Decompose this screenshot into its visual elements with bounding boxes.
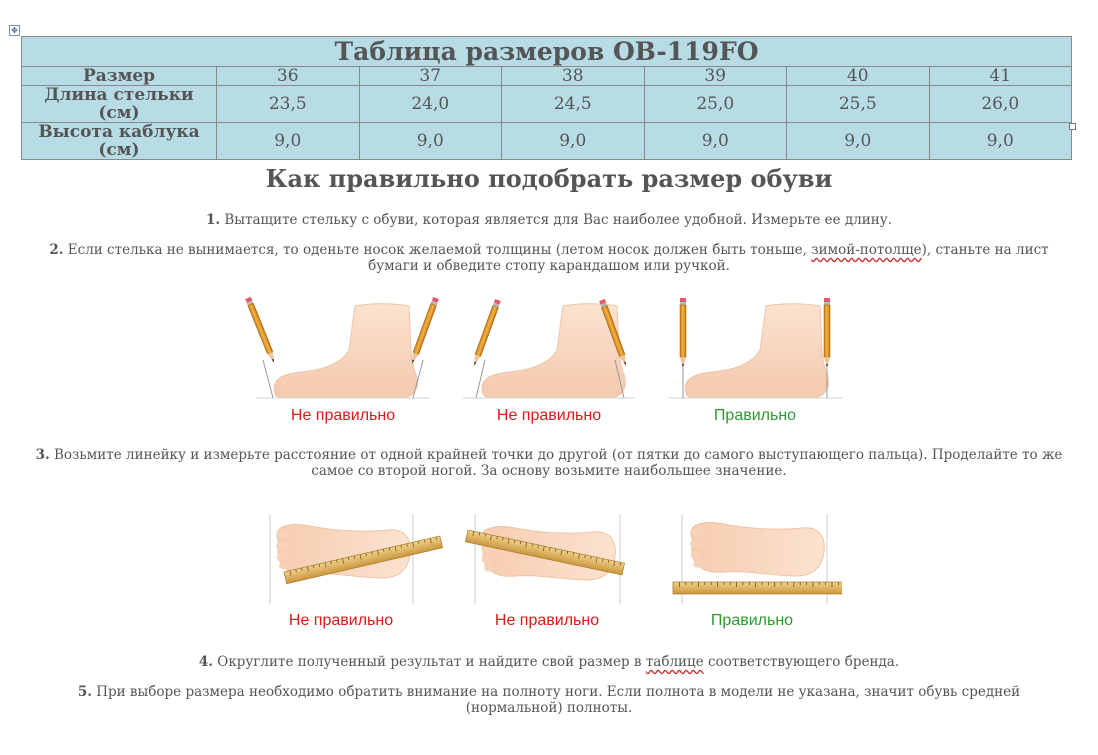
caption-wrong: Не правильно bbox=[496, 407, 602, 424]
step-number: 2. bbox=[49, 242, 64, 258]
table-cell: 23,5 bbox=[217, 86, 360, 123]
caption-right: Правильно bbox=[713, 407, 797, 424]
table-cell: 24,5 bbox=[502, 86, 645, 123]
step-1 bbox=[40, 212, 1058, 228]
table-cell: 26,0 bbox=[929, 86, 1072, 123]
table-cell: 36 bbox=[217, 67, 360, 86]
table-title: Таблица размеров OB-119FO bbox=[22, 37, 1072, 67]
table-cell: 39 bbox=[644, 67, 787, 86]
row-header-insole-length: Длина стельки (см) bbox=[22, 86, 217, 123]
step-text: ), станьте на лист бумаги и обведите стопу карандашом или ручкой. bbox=[368, 242, 1049, 274]
table-row bbox=[22, 67, 1072, 86]
step-3 bbox=[30, 447, 1068, 479]
size-table bbox=[21, 36, 1072, 160]
caption-wrong: Не правильно bbox=[494, 612, 600, 629]
table-cell: 9,0 bbox=[359, 123, 502, 160]
step-text: Если стелька не вынимается, то оденьте носок желаемой толщины (летом носок должен быть тоньше, bbox=[63, 242, 812, 258]
row-header-size: Размер bbox=[22, 67, 217, 86]
table-cell: 25,5 bbox=[787, 86, 930, 123]
caption-wrong: Не правильно bbox=[290, 407, 396, 424]
table-cell: 25,0 bbox=[644, 86, 787, 123]
step-number: 5. bbox=[77, 684, 92, 700]
table-cell: 9,0 bbox=[502, 123, 645, 160]
table-cell: 9,0 bbox=[217, 123, 360, 160]
table-cell: 9,0 bbox=[787, 123, 930, 160]
tracing-illustration bbox=[230, 292, 860, 404]
guide-title: Как правильно подобрать размер обуви bbox=[265, 164, 833, 193]
pencil-icon bbox=[245, 297, 277, 364]
step-number: 3. bbox=[35, 447, 50, 463]
step-2 bbox=[30, 242, 1068, 274]
foot-icon bbox=[690, 523, 824, 576]
row-header-heel-height: Высота каблука (см) bbox=[22, 123, 217, 160]
step-text: При выборе размера необходимо обратить внимание на полноту ноги. Если полнота в модели не указана, значит обувь средней (нормальной) полноты. bbox=[91, 684, 1021, 716]
table-cell: 37 bbox=[359, 67, 502, 86]
table-move-handle-icon[interactable]: ✥ bbox=[9, 25, 20, 36]
step-text: соответствующего бренда. bbox=[703, 654, 900, 670]
step-text: Округлите полученный результат и найдите свой размер в bbox=[212, 654, 646, 670]
table-cell: 40 bbox=[787, 67, 930, 86]
measuring-illustration bbox=[262, 512, 842, 608]
table-resize-handle[interactable] bbox=[1069, 123, 1076, 130]
table-cell: 41 bbox=[929, 67, 1072, 86]
pencil-icon bbox=[409, 297, 439, 365]
step-number: 1. bbox=[205, 212, 221, 228]
step-text: Вытащите стельку с обуви, которая является для Вас наиболее удобной. Измерьте ее длину. bbox=[220, 212, 893, 228]
table-cell: 9,0 bbox=[929, 123, 1072, 160]
table-row bbox=[22, 123, 1072, 160]
spellcheck-word[interactable]: таблице bbox=[645, 654, 704, 670]
foot-icon bbox=[274, 304, 417, 398]
table-cell: 24,0 bbox=[359, 86, 502, 123]
caption-wrong: Не правильно bbox=[288, 612, 394, 629]
step-number: 4. bbox=[198, 654, 213, 670]
foot-icon bbox=[685, 304, 828, 398]
caption-right: Правильно bbox=[710, 612, 794, 629]
table-cell: 9,0 bbox=[644, 123, 787, 160]
foot-icon bbox=[482, 304, 625, 398]
table-row bbox=[22, 86, 1072, 123]
spellcheck-word[interactable]: зимой-потолще bbox=[811, 242, 922, 258]
step-text: Возьмите линейку и измерьте расстояние от одной крайней точки до другой (от пятки до самого выступающего пальца). Проделайте то же самое со второй ногой. За основу возьмите наибольшее значение. bbox=[49, 447, 1063, 479]
pencil-icon bbox=[471, 299, 501, 367]
pencil-icon bbox=[824, 298, 830, 368]
step-4 bbox=[40, 654, 1058, 670]
ruler-icon bbox=[673, 582, 842, 594]
pencil-icon bbox=[680, 298, 686, 368]
step-5 bbox=[60, 684, 1038, 716]
table-cell: 38 bbox=[502, 67, 645, 86]
